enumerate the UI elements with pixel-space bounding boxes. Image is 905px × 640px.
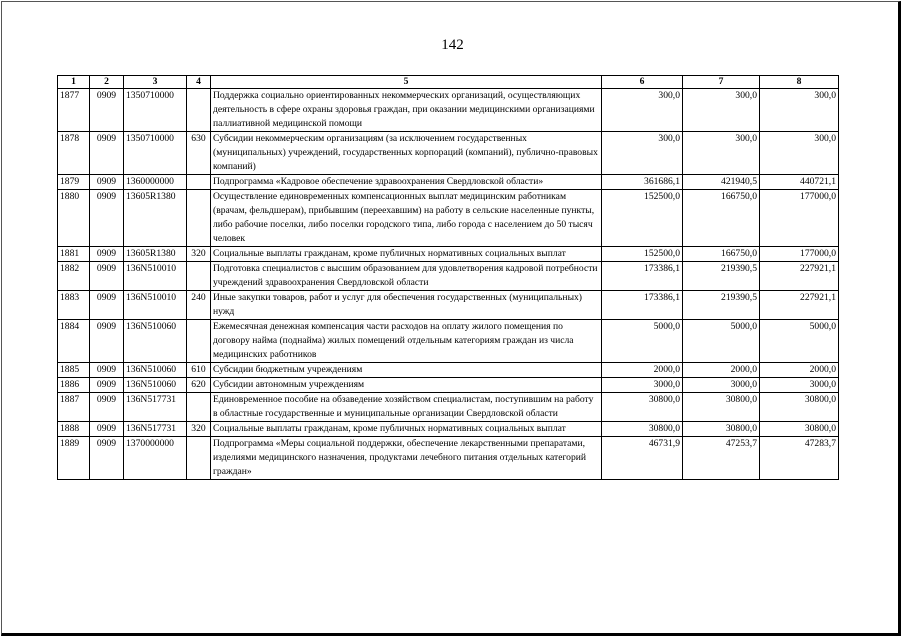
amount-col6-cell: 46731,9 xyxy=(602,437,683,480)
expense-type-cell xyxy=(187,393,211,422)
description-cell: Ежемесячная денежная компенсация части расходов на оплату жилого помещения по договору найма (поднайма) жилых помещений отдельным категориям граждан из числа медицинских работников xyxy=(211,320,602,363)
description-cell: Субсидии некоммерческим организациям (за исключением государственных (муниципальных) учреждений, государственных корпораций (компаний), публично-правовых компаний) xyxy=(211,132,602,175)
amount-col8-cell: 5000,0 xyxy=(760,320,839,363)
expense-type-cell: 620 xyxy=(187,378,211,393)
amount-col8-cell: 30800,0 xyxy=(760,393,839,422)
target-code-cell: 136N510060 xyxy=(124,378,187,393)
row-number-cell: 1886 xyxy=(58,378,90,393)
expense-type-cell xyxy=(187,89,211,132)
amount-col6-cell: 30800,0 xyxy=(602,393,683,422)
description-cell: Социальные выплаты гражданам, кроме публичных нормативных социальных выплат xyxy=(211,247,602,262)
amount-col8-cell: 227921,1 xyxy=(760,291,839,320)
amount-col8-cell: 177000,0 xyxy=(760,247,839,262)
column-header: 4 xyxy=(187,76,211,89)
column-header: 3 xyxy=(124,76,187,89)
expense-type-cell xyxy=(187,437,211,480)
expense-type-cell: 630 xyxy=(187,132,211,175)
section-code-cell: 0909 xyxy=(90,89,124,132)
amount-col7-cell: 47253,7 xyxy=(683,437,760,480)
amount-col7-cell: 219390,5 xyxy=(683,291,760,320)
target-code-cell: 1350710000 xyxy=(124,89,187,132)
amount-col6-cell: 152500,0 xyxy=(602,247,683,262)
table-row xyxy=(58,89,839,132)
section-code-cell: 0909 xyxy=(90,190,124,247)
description-cell: Единовременное пособие на обзаведение хозяйством специалистам, поступившим на работу в областные государственные и муниципальные организации Свердловской области xyxy=(211,393,602,422)
row-number-cell: 1889 xyxy=(58,437,90,480)
column-header: 8 xyxy=(760,76,839,89)
target-code-cell: 13605R1380 xyxy=(124,247,187,262)
column-header: 5 xyxy=(211,76,602,89)
table-row xyxy=(58,422,839,437)
section-code-cell: 0909 xyxy=(90,378,124,393)
target-code-cell: 1370000000 xyxy=(124,437,187,480)
amount-col6-cell: 5000,0 xyxy=(602,320,683,363)
amount-col6-cell: 300,0 xyxy=(602,89,683,132)
row-number-cell: 1884 xyxy=(58,320,90,363)
expense-type-cell xyxy=(187,175,211,190)
description-cell: Субсидии автономным учреждениям xyxy=(211,378,602,393)
column-header: 6 xyxy=(602,76,683,89)
section-code-cell: 0909 xyxy=(90,363,124,378)
table-row xyxy=(58,262,839,291)
expense-type-cell: 320 xyxy=(187,247,211,262)
row-number-cell: 1887 xyxy=(58,393,90,422)
row-number-cell: 1883 xyxy=(58,291,90,320)
table-row xyxy=(58,132,839,175)
amount-col6-cell: 173386,1 xyxy=(602,262,683,291)
description-cell: Поддержка социально ориентированных некоммерческих организаций, осуществляющих деятельность в сфере охраны здоровья граждан, при оказании медицинскими организациями паллиативной медицинской помощи xyxy=(211,89,602,132)
description-cell: Осуществление единовременных компенсационных выплат медицинским работникам (врачам, фельдшерам), прибывшим (переехавшим) на работу в сельские населенные пункты, либо рабочие поселки, либо поселки городского типа, либо города с населением до 50 тысяч человек xyxy=(211,190,602,247)
description-cell: Подпрограмма «Кадровое обеспечение здравоохранения Свердловской области» xyxy=(211,175,602,190)
expense-type-cell: 610 xyxy=(187,363,211,378)
section-code-cell: 0909 xyxy=(90,132,124,175)
amount-col6-cell: 300,0 xyxy=(602,132,683,175)
budget-table xyxy=(57,75,839,480)
target-code-cell: 136N510060 xyxy=(124,363,187,378)
section-code-cell: 0909 xyxy=(90,320,124,363)
section-code-cell: 0909 xyxy=(90,175,124,190)
expense-type-cell: 320 xyxy=(187,422,211,437)
amount-col6-cell: 3000,0 xyxy=(602,378,683,393)
header-row xyxy=(58,76,839,89)
table-row xyxy=(58,320,839,363)
column-header: 7 xyxy=(683,76,760,89)
table-row xyxy=(58,291,839,320)
amount-col8-cell: 300,0 xyxy=(760,132,839,175)
amount-col7-cell: 3000,0 xyxy=(683,378,760,393)
table-row xyxy=(58,247,839,262)
target-code-cell: 13605R1380 xyxy=(124,190,187,247)
target-code-cell: 1360000000 xyxy=(124,175,187,190)
description-cell: Подпрограмма «Меры социальной поддержки, обеспечение лекарственными препаратами, изделиями медицинского назначения, продуктами лечебного питания отдельных категорий граждан» xyxy=(211,437,602,480)
amount-col6-cell: 30800,0 xyxy=(602,422,683,437)
amount-col8-cell: 2000,0 xyxy=(760,363,839,378)
target-code-cell: 136N517731 xyxy=(124,422,187,437)
amount-col7-cell: 166750,0 xyxy=(683,247,760,262)
section-code-cell: 0909 xyxy=(90,437,124,480)
amount-col7-cell: 30800,0 xyxy=(683,393,760,422)
amount-col8-cell: 30800,0 xyxy=(760,422,839,437)
table-row xyxy=(58,393,839,422)
section-code-cell: 0909 xyxy=(90,247,124,262)
amount-col6-cell: 152500,0 xyxy=(602,190,683,247)
amount-col8-cell: 177000,0 xyxy=(760,190,839,247)
amount-col6-cell: 173386,1 xyxy=(602,291,683,320)
amount-col7-cell: 166750,0 xyxy=(683,190,760,247)
section-code-cell: 0909 xyxy=(90,393,124,422)
amount-col7-cell: 2000,0 xyxy=(683,363,760,378)
row-number-cell: 1885 xyxy=(58,363,90,378)
target-code-cell: 136N510010 xyxy=(124,262,187,291)
column-header: 2 xyxy=(90,76,124,89)
description-cell: Социальные выплаты гражданам, кроме публичных нормативных социальных выплат xyxy=(211,422,602,437)
amount-col7-cell: 5000,0 xyxy=(683,320,760,363)
row-number-cell: 1882 xyxy=(58,262,90,291)
section-code-cell: 0909 xyxy=(90,422,124,437)
amount-col8-cell: 227921,1 xyxy=(760,262,839,291)
amount-col8-cell: 300,0 xyxy=(760,89,839,132)
amount-col7-cell: 300,0 xyxy=(683,89,760,132)
target-code-cell: 136N510060 xyxy=(124,320,187,363)
description-cell: Подготовка специалистов с высшим образованием для удовлетворения кадровой потребности учреждений здравоохранения Свердловской области xyxy=(211,262,602,291)
target-code-cell: 1350710000 xyxy=(124,132,187,175)
row-number-cell: 1879 xyxy=(58,175,90,190)
amount-col7-cell: 421940,5 xyxy=(683,175,760,190)
page-number: 142 xyxy=(441,37,464,53)
table-row xyxy=(58,363,839,378)
amount-col7-cell: 219390,5 xyxy=(683,262,760,291)
amount-col6-cell: 2000,0 xyxy=(602,363,683,378)
row-number-cell: 1877 xyxy=(58,89,90,132)
table-row xyxy=(58,175,839,190)
column-header: 1 xyxy=(58,76,90,89)
expense-type-cell: 240 xyxy=(187,291,211,320)
expense-type-cell xyxy=(187,190,211,247)
amount-col8-cell: 440721,1 xyxy=(760,175,839,190)
row-number-cell: 1878 xyxy=(58,132,90,175)
amount-col8-cell: 47283,7 xyxy=(760,437,839,480)
table-row xyxy=(58,190,839,247)
amount-col8-cell: 3000,0 xyxy=(760,378,839,393)
amount-col7-cell: 300,0 xyxy=(683,132,760,175)
amount-col6-cell: 361686,1 xyxy=(602,175,683,190)
target-code-cell: 136N510010 xyxy=(124,291,187,320)
section-code-cell: 0909 xyxy=(90,262,124,291)
expense-type-cell xyxy=(187,320,211,363)
amount-col7-cell: 30800,0 xyxy=(683,422,760,437)
expense-type-cell xyxy=(187,262,211,291)
row-number-cell: 1888 xyxy=(58,422,90,437)
table-row xyxy=(58,378,839,393)
section-code-cell: 0909 xyxy=(90,291,124,320)
description-cell: Субсидии бюджетным учреждениям xyxy=(211,363,602,378)
row-number-cell: 1881 xyxy=(58,247,90,262)
table-row xyxy=(58,437,839,480)
description-cell: Иные закупки товаров, работ и услуг для обеспечения государственных (муниципальных) нужд xyxy=(211,291,602,320)
row-number-cell: 1880 xyxy=(58,190,90,247)
target-code-cell: 136N517731 xyxy=(124,393,187,422)
